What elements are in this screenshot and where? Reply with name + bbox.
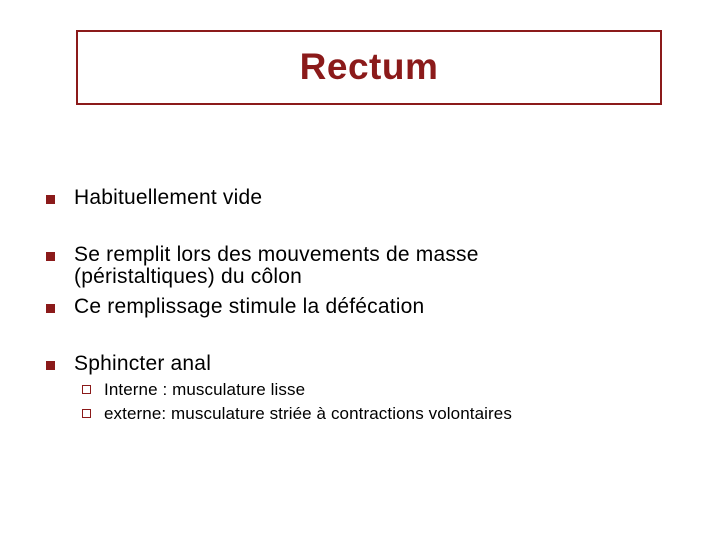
hollow-square-bullet-icon bbox=[82, 409, 91, 418]
bullet-text: Sphincter anal bbox=[74, 352, 212, 375]
square-bullet-icon bbox=[46, 304, 55, 313]
bullet-text: Habituellement vide bbox=[74, 186, 263, 209]
bullet-item-3 bbox=[46, 296, 634, 318]
bullet-text: Ce remplissage stimule la défécation bbox=[74, 295, 425, 318]
square-bullet-icon bbox=[46, 361, 55, 370]
sub-bullet-item-2 bbox=[82, 404, 512, 424]
sub-bullet-text: Interne : musculature lisse bbox=[104, 380, 306, 399]
sub-bullet-item-1 bbox=[82, 380, 305, 400]
square-bullet-icon bbox=[46, 195, 55, 204]
slide-title: Rectum bbox=[299, 45, 439, 87]
bullet-item-1 bbox=[46, 187, 634, 209]
bullet-text: Se remplit lors des mouvements de masse (péristaltiques) du côlon bbox=[74, 243, 479, 288]
title-box bbox=[76, 30, 662, 105]
square-bullet-icon bbox=[46, 252, 55, 261]
hollow-square-bullet-icon bbox=[82, 385, 91, 394]
sub-bullet-text: externe: musculature striée à contractions volontaires bbox=[104, 404, 512, 423]
bullet-item-4 bbox=[46, 353, 634, 375]
bullet-item-2 bbox=[46, 244, 544, 288]
